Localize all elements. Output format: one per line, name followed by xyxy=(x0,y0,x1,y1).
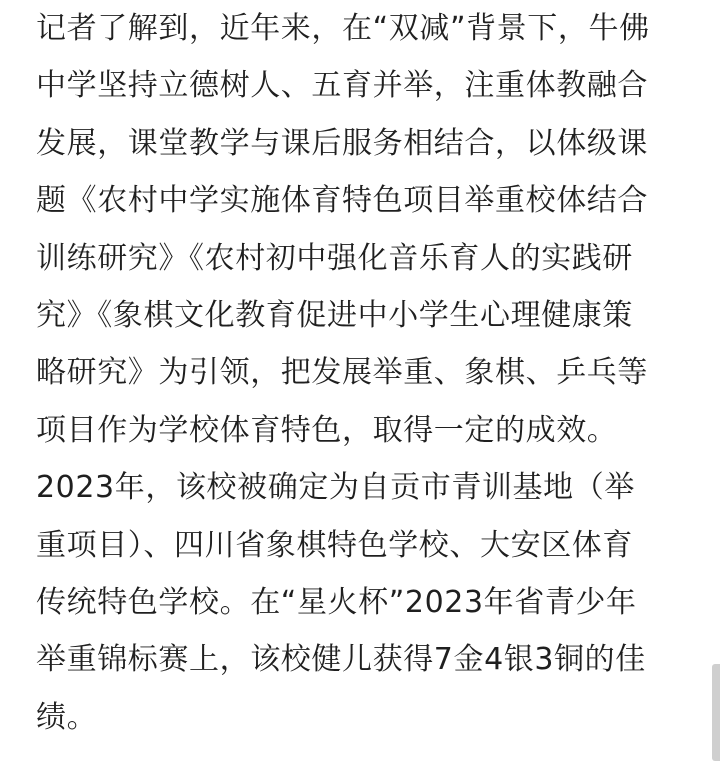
article-line: 2023年，该校被确定为自贡市青训基地（举 xyxy=(36,470,635,506)
article-line: 项目作为学校体育特色，取得一定的成效。 xyxy=(36,412,618,448)
article-line: 发展，课堂教学与课后服务相结合，以体级课 xyxy=(36,125,648,161)
article-line: 记者了解到，近年来，在“双减”背景下，牛佛 xyxy=(36,11,650,46)
article-line: 举重锦标赛上，该校健儿获得7金4银3铜的佳 xyxy=(36,642,646,678)
article-line: 传统特色学校。在“星火杯”2023年省青少年 xyxy=(36,584,637,620)
article-line: 略研究》为引领，把发展举重、象棋、乒乓等 xyxy=(36,355,648,391)
article-body xyxy=(36,0,688,746)
scrollbar-thumb[interactable] xyxy=(712,664,720,761)
article-line: 题《农村中学实施体育特色项目举重校体结合 xyxy=(36,183,648,219)
article-line: 究》《象棋文化教育促进中小学生心理健康策 xyxy=(36,297,633,333)
article-line: 绩。 xyxy=(36,699,98,735)
article-line: 中学坚持立德树人、五育并举，注重体教融合 xyxy=(36,68,648,104)
article-line: 重项目）、四川省象棋特色学校、大安区体育 xyxy=(36,527,633,563)
article-line: 训练研究》《农村初中强化音乐育人的实践研 xyxy=(36,240,633,276)
